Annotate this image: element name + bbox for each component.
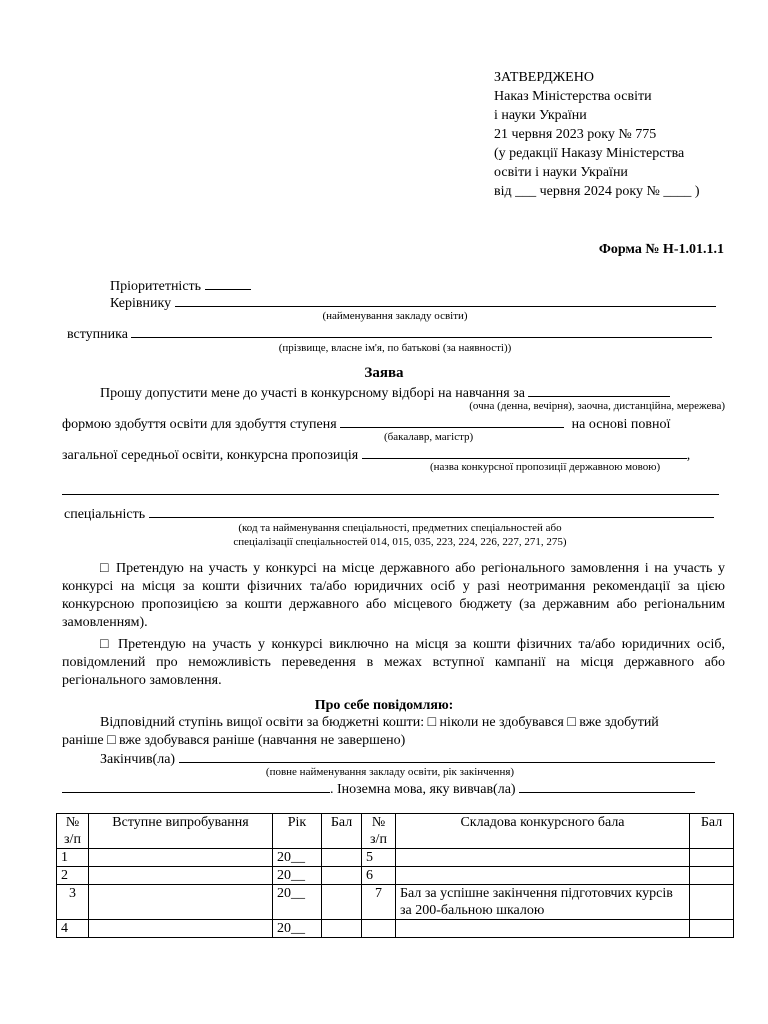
- specialty-label: спеціальність: [64, 507, 146, 522]
- claim-regional-order[interactable]: □ Претендую на участь у конкурсі на місце державного або регіонального замовлення і на участь у конкурсі на місця за кошти фізичних та/або юридичних осіб у разі неотримання рекомендації за цією конкурсною пропозицією за кошти державного або місцевого бюджету (за державним або регіональним замовленням).: [62, 561, 725, 630]
- request-line-2: [62, 414, 670, 433]
- table-header-row: [57, 814, 734, 849]
- score-cell[interactable]: [322, 885, 362, 920]
- score-2-cell[interactable]: [690, 867, 734, 885]
- approval-line: освіти і науки України: [494, 165, 628, 180]
- header-exam: Вступне випробування: [89, 814, 273, 849]
- approval-line: 21 червня 2023 року № 775: [494, 127, 657, 142]
- degree-hint: (бакалавр, магістр): [384, 431, 474, 443]
- continuation-line[interactable]: [62, 494, 719, 495]
- study-form-field[interactable]: [528, 383, 670, 397]
- row-num: 2: [57, 867, 89, 885]
- specialty-hint-line: спеціалізації спеціальностей 014, 015, 035, 223, 224, 226, 227, 271, 275): [233, 536, 567, 548]
- specialty-field[interactable]: [149, 504, 714, 518]
- degree-line-1[interactable]: Відповідний ступінь вищої освіти за бюджетні кошти: □ ніколи не здобувався □ вже здобутий: [100, 715, 659, 730]
- specialty-hint-line: (код та найменування спеціальності, предметних спеціальностей або: [238, 522, 562, 534]
- row-num: 1: [57, 849, 89, 867]
- table-row: [57, 849, 734, 867]
- row-num: 4: [57, 920, 89, 938]
- exam-table: [56, 813, 734, 938]
- header-year: Рік: [273, 814, 322, 849]
- language-field[interactable]: [519, 779, 695, 793]
- applicant-hint: (прізвище, власне ім'я, по батькові (за наявності)): [278, 342, 512, 354]
- component-cell[interactable]: [396, 867, 690, 885]
- applicant-label: вступника: [67, 327, 128, 342]
- score-2-cell[interactable]: [690, 849, 734, 867]
- graduated-continuation-field[interactable]: [62, 779, 330, 793]
- approval-line: Наказ Міністерства освіти: [494, 89, 652, 104]
- language-row: [62, 779, 695, 798]
- approval-line: ЗАТВЕРДЖЕНО: [494, 70, 594, 85]
- competitive-offer-field[interactable]: [362, 445, 687, 459]
- year-cell[interactable]: 20__: [273, 920, 322, 938]
- row-num-2: 5: [362, 849, 396, 867]
- study-form-hint: (очна (денна, вечірня), заочна, дистанційна, мережева): [469, 400, 725, 412]
- head-hint: (найменування закладу освіти): [322, 310, 468, 322]
- score-cell[interactable]: [322, 867, 362, 885]
- header-num: № з/п: [57, 814, 89, 849]
- year-cell[interactable]: 20__: [273, 849, 322, 867]
- applicant-row: [67, 324, 712, 343]
- exam-cell[interactable]: [89, 867, 273, 885]
- row-num-2: [362, 920, 396, 938]
- exam-cell[interactable]: [89, 920, 273, 938]
- graduated-hint: (повне найменування закладу освіти, рік закінчення): [265, 766, 515, 778]
- header-num-2: № з/п: [362, 814, 396, 849]
- request-line-3: загальної середньої освіти, конкурсна пропозиція ,: [62, 445, 690, 464]
- component-cell[interactable]: [396, 849, 690, 867]
- competitive-offer-hint: (назва конкурсної пропозиції державною мовою): [430, 461, 661, 473]
- year-cell[interactable]: 20__: [273, 885, 322, 920]
- priority-label: Пріоритетність: [110, 279, 202, 294]
- year-cell[interactable]: 20__: [273, 867, 322, 885]
- header-component: Складова конкурсного бала: [396, 814, 690, 849]
- row-num-2: 6: [362, 867, 396, 885]
- request-text-2a: формою здобуття освіти для здобуття ступеня: [62, 417, 337, 432]
- applicant-field[interactable]: [131, 324, 712, 338]
- approval-block: [494, 68, 700, 201]
- score-2-cell[interactable]: [690, 920, 734, 938]
- degree-line-2[interactable]: раніше □ вже здобувався раніше (навчання не завершено): [62, 733, 406, 748]
- row-num: 3: [57, 885, 89, 920]
- page-title: Заява: [364, 365, 404, 381]
- header-score: Бал: [322, 814, 362, 849]
- row-num-2: 7: [362, 885, 396, 920]
- score-cell[interactable]: [322, 920, 362, 938]
- header-score-2: Бал: [690, 814, 734, 849]
- approval-line: (у редакції Наказу Міністерства: [494, 146, 685, 161]
- exam-cell[interactable]: [89, 849, 273, 867]
- exam-cell[interactable]: [89, 885, 273, 920]
- component-cell[interactable]: [396, 920, 690, 938]
- head-label: Керівнику: [110, 296, 172, 311]
- head-field[interactable]: [175, 293, 716, 307]
- request-text-3: загальної середньої освіти, конкурсна пропозиція: [62, 448, 359, 463]
- language-label: . Іноземна мова, яку вивчав(ла): [330, 782, 516, 797]
- specialty-hint: [160, 521, 640, 549]
- request-text-1: Прошу допустити мене до участі в конкурсному відборі на навчання за: [100, 386, 525, 401]
- graduated-field[interactable]: [179, 749, 715, 763]
- score-cell[interactable]: [322, 849, 362, 867]
- priority-field[interactable]: [205, 276, 251, 290]
- approval-line: і науки України: [494, 108, 587, 123]
- table-row: [57, 885, 734, 920]
- component-cell[interactable]: Бал за успішне закінчення підготовчих курсів за 200-бальною шкалою: [396, 885, 690, 920]
- about-heading: Про себе повідомляю:: [314, 698, 454, 713]
- graduated-label: Закінчив(ла): [100, 752, 176, 767]
- score-2-cell[interactable]: [690, 885, 734, 920]
- claim-private-funding[interactable]: □ Претендую на участь у конкурсі виключно на місця за кошти фізичних та/або юридичних осіб, повідомлений про неможливість переведення в межах вступної кампанії на місця державного або регіонального замовлення.: [62, 637, 725, 688]
- degree-field[interactable]: [340, 414, 564, 428]
- table-row: [57, 867, 734, 885]
- approval-line: від ___ червня 2024 року № ____ ): [494, 184, 700, 199]
- request-text-2b: на основі повної: [571, 417, 671, 432]
- form-number: Форма № Н-1.01.1.1: [598, 242, 724, 257]
- table-row: [57, 920, 734, 938]
